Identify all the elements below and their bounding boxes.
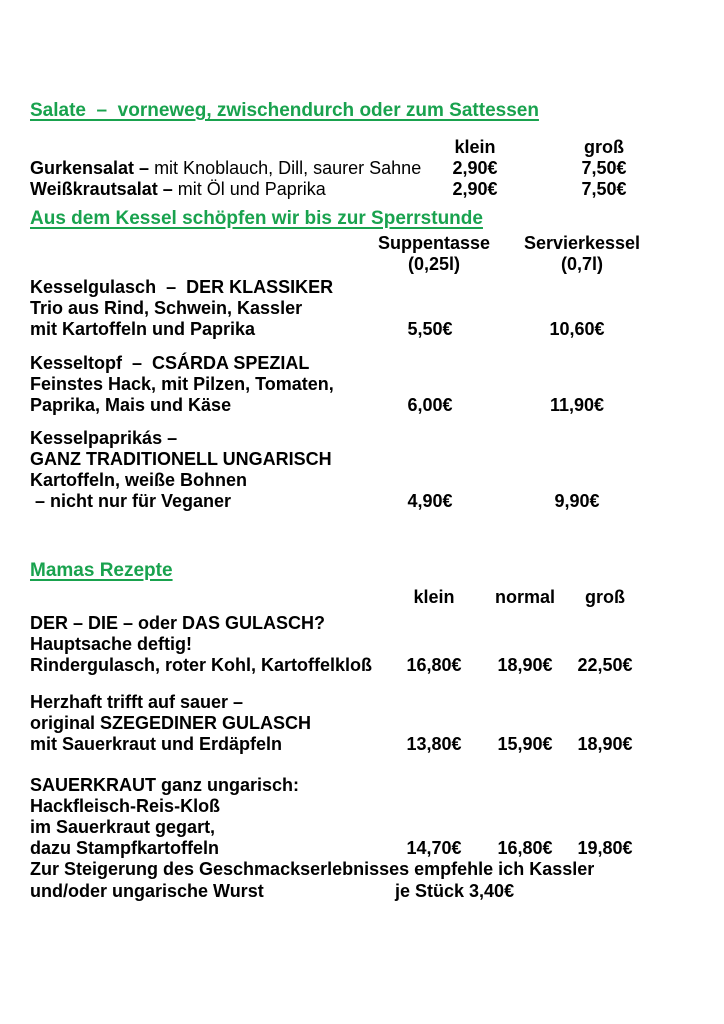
section-heading-salate — [30, 100, 696, 122]
section-heading-mamas-rezepte — [30, 560, 696, 582]
note-line-2 — [30, 881, 696, 902]
mamas-column-header-row — [30, 587, 696, 608]
salate-column-header-row — [30, 137, 696, 158]
menu-item-kesseltopf — [30, 353, 696, 416]
item-name-regular: mit Öl und Paprika — [172, 179, 326, 199]
item-price-line — [30, 655, 696, 676]
column-label-servierkessel: Servierkessel — [523, 233, 641, 253]
menu-content — [30, 100, 696, 902]
item-line: original SZEGEDINER GULASCH — [30, 713, 312, 733]
item-line-text: – nicht nur für Veganer — [30, 491, 232, 511]
column-sublabel-07l: (0,7l) — [560, 254, 603, 274]
item-line: Kesseltopf – CSÁRDA SPEZIAL — [30, 353, 310, 373]
section-heading-salate-text: Salate – vorneweg, zwischendurch oder zum Sattessen — [30, 100, 539, 121]
column-label-normal: normal — [494, 587, 555, 607]
item-line: Kesselgulasch – DER KLASSIKER — [30, 277, 334, 297]
column-label-gross: groß — [585, 587, 625, 607]
menu-item-gulasch — [30, 613, 696, 676]
item-price-line — [30, 734, 696, 755]
item-line: Hackfleisch-Reis-Kloß — [30, 796, 221, 816]
menu-item-szegediner-gulasch — [30, 692, 696, 755]
item-line: Trio aus Rind, Schwein, Kassler — [30, 298, 303, 318]
menu-item-sauerkraut — [30, 775, 696, 859]
section-heading-kessel — [30, 208, 696, 230]
price-normal: 18,90€ — [497, 655, 553, 675]
item-price-line — [30, 319, 696, 340]
section-heading-kessel-text: Aus dem Kessel schöpfen wir bis zur Sperrstunde — [30, 208, 483, 229]
menu-item-kesselgulasch — [30, 277, 696, 340]
item-line: SAUERKRAUT ganz ungarisch: — [30, 775, 300, 795]
price-normal: 15,90€ — [497, 734, 553, 754]
section-heading-mamas-rezepte-text: Mamas Rezepte — [30, 560, 173, 581]
price-normal: 16,80€ — [497, 838, 553, 858]
item-line-text: Rindergulasch, roter Kohl, Kartoffelkloß — [30, 655, 373, 675]
column-label-klein: klein — [413, 587, 455, 607]
item-name-bold: Weißkrautsalat – — [30, 179, 173, 199]
price-gross: 7,50€ — [581, 179, 627, 199]
item-line-text: mit Kartoffeln und Paprika — [30, 319, 256, 339]
price-suppentasse: 6,00€ — [407, 395, 453, 415]
item-line-text: mit Sauerkraut und Erdäpfeln — [30, 734, 283, 754]
price-gross: 7,50€ — [581, 158, 627, 178]
item-line-text: dazu Stampfkartoffeln — [30, 838, 220, 858]
item-price-line — [30, 395, 696, 416]
kessel-column-header-row — [30, 233, 696, 254]
note-line-2-text: und/oder ungarische Wurst — [30, 881, 264, 901]
menu-item-kesselpaprikas — [30, 428, 696, 512]
price-suppentasse: 4,90€ — [407, 491, 453, 511]
price-gross: 19,80€ — [577, 838, 633, 858]
item-name-regular: mit Knoblauch, Dill, saurer Sahne — [149, 158, 422, 178]
price-klein: 13,80€ — [406, 734, 462, 754]
price-klein: 2,90€ — [452, 179, 498, 199]
column-label-suppentasse: Suppentasse — [377, 233, 491, 253]
item-name-bold: Gurkensalat – — [30, 158, 150, 178]
price-gross: 22,50€ — [577, 655, 633, 675]
price-servierkessel: 11,90€ — [549, 395, 605, 415]
item-line: Hauptsache deftig! — [30, 634, 193, 654]
menu-item-weisskrautsalat — [30, 179, 696, 200]
item-line: GANZ TRADITIONELL UNGARISCH — [30, 449, 332, 469]
price-servierkessel: 9,90€ — [554, 491, 600, 511]
price-klein: 16,80€ — [406, 655, 462, 675]
item-line: DER – DIE – oder DAS GULASCH? — [30, 613, 326, 633]
note-line-1: Zur Steigerung des Geschmackserlebnisses empfehle ich Kassler — [30, 859, 595, 879]
item-line: Feinstes Hack, mit Pilzen, Tomaten, — [30, 374, 334, 394]
note-unit-price: je Stück 3,40€ — [395, 881, 515, 901]
item-line: im Sauerkraut gegart, — [30, 817, 216, 837]
price-suppentasse: 5,50€ — [407, 319, 453, 339]
price-klein: 2,90€ — [452, 158, 498, 178]
column-sublabel-025l: (0,25l) — [407, 254, 461, 274]
item-line: Kesselpaprikás – — [30, 428, 178, 448]
price-klein: 14,70€ — [406, 838, 462, 858]
item-line-text: Paprika, Mais und Käse — [30, 395, 232, 415]
column-label-klein: klein — [454, 137, 496, 157]
item-line: Kartoffeln, weiße Bohnen — [30, 470, 248, 490]
price-gross: 18,90€ — [577, 734, 633, 754]
item-price-line — [30, 491, 696, 512]
menu-item-gurkensalat — [30, 158, 696, 179]
item-price-line — [30, 838, 696, 859]
price-servierkessel: 10,60€ — [549, 319, 605, 339]
item-line: Herzhaft trifft auf sauer – — [30, 692, 244, 712]
column-label-gross: groß — [584, 137, 624, 157]
kessel-column-subheader-row — [30, 254, 696, 275]
